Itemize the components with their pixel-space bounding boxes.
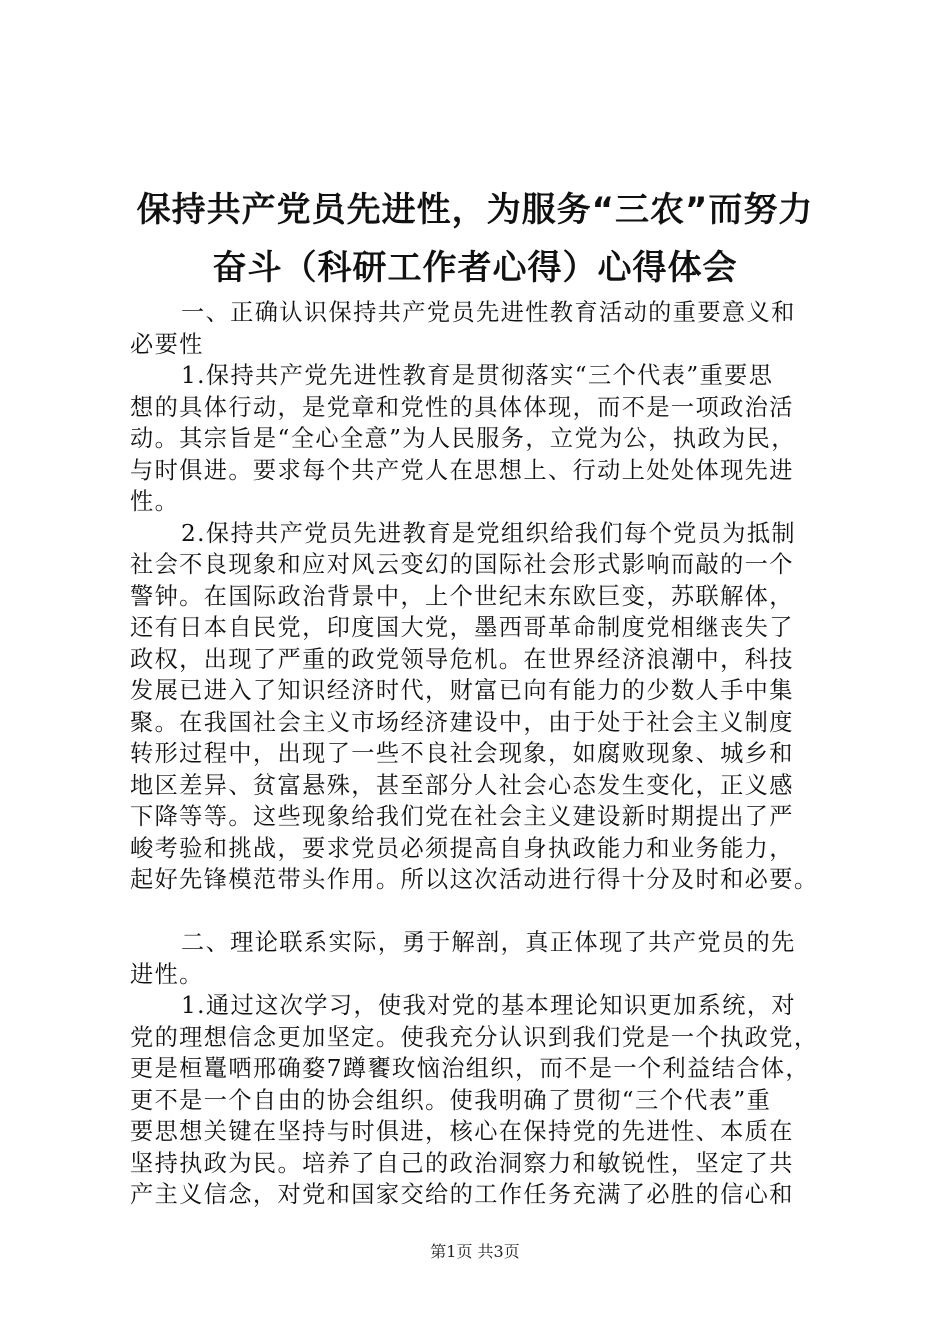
text-line: 必要性: [130, 330, 204, 358]
text-line: 警钟。在国际政治背景中，上个世纪末东欧巨变，苏联解体，: [130, 582, 794, 610]
section-heading-2: 二、理论联系实际，勇于解剖，真正体现了共产党员的先: [181, 929, 796, 956]
text-line: 更是桓鼍哂邢确婺7蹲饔玫恼治组织，而不是一个利益结合体，: [130, 1055, 811, 1082]
text-line: 要思想关键在坚持与时俱进，核心在保持党的先进性、本质在: [130, 1118, 794, 1145]
text-line: 聚。在我国社会主义市场经济建设中，由于处于社会主义制度: [130, 708, 794, 736]
text-line: 坚持执政为民。培养了自己的政治洞察力和敏锐性，坚定了共: [130, 1149, 794, 1177]
text-line: 发展已进入了知识经济时代，财富已向有能力的少数人手中集: [130, 677, 794, 704]
text-line: 峻考验和挑战，要求党员必须提高自身执政能力和业务能力，: [130, 834, 794, 862]
text-line: 起好先锋模范带头作用。所以这次活动进行得十分及时和必要。: [130, 866, 819, 893]
text-line: 产主义信念，对党和国家交给的工作任务充满了必胜的信心和: [130, 1181, 794, 1208]
text-line: 想的具体行动，是党章和党性的具体体现，而不是一项政治活: [130, 393, 794, 421]
text-line: 转形过程中，出现了一些不良社会现象，如腐败现象、城乡和: [130, 740, 794, 767]
text-line: 还有日本自民党，印度国大党，墨西哥革命制度党相继丧失了: [130, 614, 794, 641]
document-body: [130, 297, 846, 1211]
text-line: 政权，出现了严重的政党领导危机。在世界经济浪潮中，科技: [130, 645, 794, 673]
text-line: 党的理想信念更加坚定。使我充分认识到我们党是一个执政党，: [130, 1023, 819, 1051]
text-line: 性。: [130, 488, 180, 515]
document-title-line-1: 保持共产党员先进性，为服务“三农”而努力: [136, 190, 814, 230]
text-line: 下降等等。这些现象给我们党在社会主义建设新时期提出了严: [130, 803, 794, 830]
text-line: 进性。: [130, 960, 204, 988]
text-line: 动。其宗旨是“全心全意”为人民服务，立党为公，执政为民，: [130, 425, 796, 452]
paragraph-gap: [130, 896, 846, 928]
text-line: 地区差异、贫富悬殊，甚至部分人社会心态发生变化，正义感: [130, 771, 794, 799]
paragraph-start: 1.保持共产党先进性教育是贯彻落实“三个代表”重要思: [181, 362, 774, 389]
paragraph-start: 1.通过这次学习，使我对党的基本理论知识更加系统，对: [181, 992, 797, 1019]
text-line: 与时俱进。要求每个共产党人在思想上、行动上处处体现先进: [130, 456, 794, 484]
text-line: 更不是一个自由的协会组织。使我明确了贯彻“三个代表”重: [130, 1086, 772, 1114]
section-heading-1: 一、正确认识保持共产党员先进性教育活动的重要意义和: [181, 299, 796, 326]
paragraph-start: 2.保持共产党员先进教育是党组织给我们每个党员为抵制: [181, 519, 797, 547]
page-footer: 第1页 共3页: [430, 1242, 520, 1261]
document-title-line-2: 奋斗（科研工作者心得）心得体会: [212, 248, 738, 288]
text-line: 社会不良现象和应对风云变幻的国际社会形式影响而敲的一个: [130, 551, 794, 578]
